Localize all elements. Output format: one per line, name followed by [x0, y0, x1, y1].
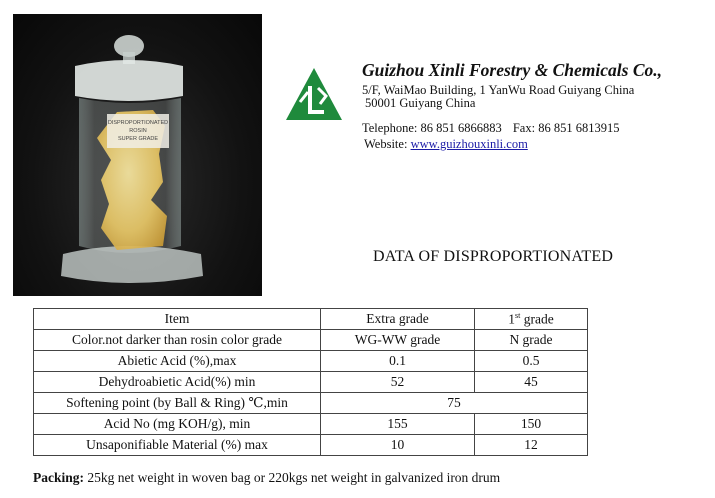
website-label: Website: — [364, 137, 408, 151]
contact-website — [364, 137, 528, 152]
phone-number: 86 851 6866883 — [420, 121, 502, 135]
jar-label-line3: SUPER GRADE — [117, 136, 159, 142]
website-link[interactable]: www.guizhouxinli.com — [410, 137, 528, 151]
company-address-line2: 50001 Guiyang China — [365, 96, 476, 110]
row-extra-value: 155 — [321, 414, 475, 435]
contact-phone-fax — [362, 121, 619, 136]
jar-label-line2: ROSIN — [129, 128, 147, 134]
row-first-value: 45 — [475, 372, 588, 393]
product-photo — [13, 14, 262, 296]
header-first-grade: 1st grade — [475, 309, 588, 330]
fax-number: 86 851 6813915 — [538, 121, 620, 135]
header-item: Item — [34, 309, 321, 330]
row-extra-value: 10 — [321, 435, 475, 456]
row-item: Dehydroabietic Acid(%) min — [34, 372, 321, 393]
specification-table — [33, 308, 588, 456]
row-first-value: 0.5 — [475, 351, 588, 372]
row-item: Unsaponifiable Material (%) max — [34, 435, 321, 456]
table-row — [34, 393, 588, 414]
row-item: Color.not darker than rosin color grade — [34, 330, 321, 351]
rosin-jar-image — [13, 14, 262, 296]
row-item: Abietic Acid (%),max — [34, 351, 321, 372]
table-row — [34, 372, 588, 393]
row-first-value: 12 — [475, 435, 588, 456]
row-merged-value: 75 — [321, 393, 588, 414]
row-item: Softening point (by Ball & Ring) ℃,min — [34, 393, 321, 414]
row-first-value: N grade — [475, 330, 588, 351]
table-row — [34, 414, 588, 435]
row-extra-value: WG-WW grade — [321, 330, 475, 351]
company-address-line1: 5/F, WaiMao Building, 1 YanWu Road Guiyang China — [362, 83, 635, 97]
document-title: DATA OF DISPROPORTIONATED — [373, 248, 614, 265]
row-item: Acid No (mg KOH/g), min — [34, 414, 321, 435]
row-first-value: 150 — [475, 414, 588, 435]
row-extra-value: 0.1 — [321, 351, 475, 372]
packing-note — [33, 470, 500, 486]
packing-text: 25kg net weight in woven bag or 220kgs net weight in galvanized iron drum — [84, 470, 501, 485]
table-row — [34, 435, 588, 456]
phone-label: Telephone: — [362, 121, 418, 135]
packing-label: Packing: — [33, 470, 85, 485]
jar-label-line1: DISPROPORTIONATED — [107, 120, 169, 126]
fax-label: Fax: — [512, 121, 536, 135]
row-extra-value: 52 — [321, 372, 475, 393]
company-logo — [284, 66, 344, 122]
company-name: Guizhou Xinli Forestry & Chemicals Co., — [362, 60, 662, 80]
table-row — [34, 330, 588, 351]
header-extra-grade: Extra grade — [321, 309, 475, 330]
table-header-row — [34, 309, 588, 330]
table-row — [34, 351, 588, 372]
